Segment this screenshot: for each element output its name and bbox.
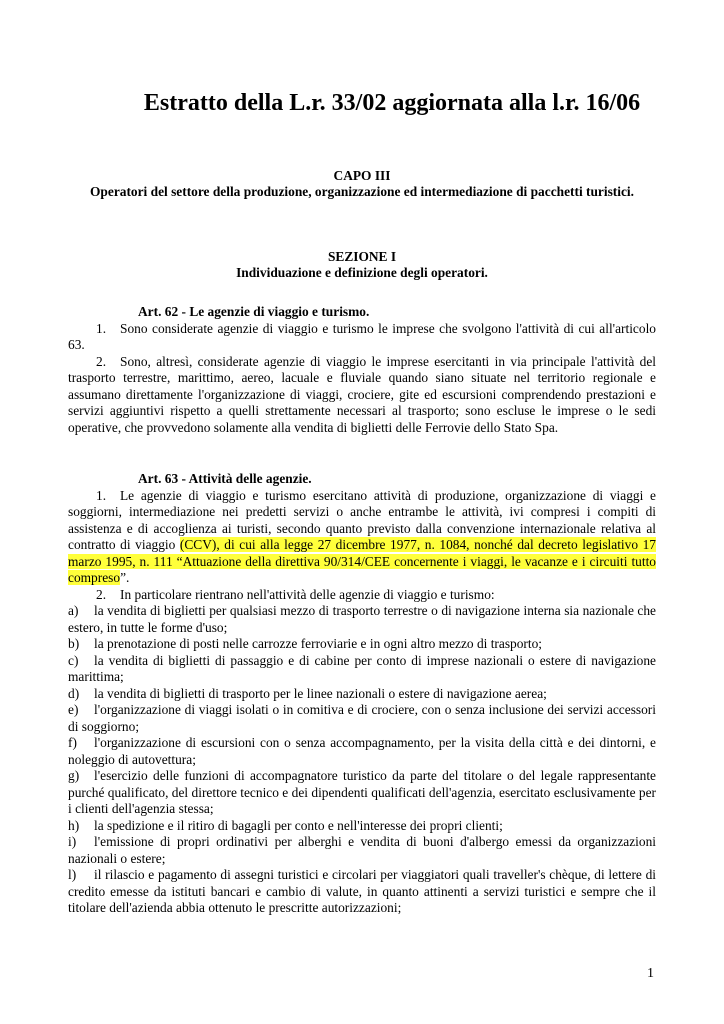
paragraph-number: 2. bbox=[96, 353, 107, 369]
article-63-paragraph-2 bbox=[68, 587, 656, 604]
article-62-paragraph-1 bbox=[68, 321, 656, 354]
article-63-paragraph-1 bbox=[68, 488, 656, 587]
list-item-text: l'organizzazione di viaggi isolati o in comitiva e di crociere, con o senza inclusione dei servizi accessori di soggiorno; bbox=[68, 702, 656, 734]
document-title: Estratto della L.r. 33/02 aggiornata alla l.r. 16/06 bbox=[143, 90, 641, 116]
list-item-letter: l) bbox=[68, 867, 77, 882]
list-item-text: la vendita di biglietti per qualsiasi mezzo di trasporto terrestre o di navigazione interna sia nazionale che estero, in tutte le forme d'uso; bbox=[68, 603, 656, 635]
list-item bbox=[68, 735, 656, 768]
list-item-letter: i) bbox=[68, 834, 77, 849]
list-item-text: l'emissione di propri ordinativi per alberghi e vendita di buoni d'albergo emessi da organizzazioni nazionali o estere; bbox=[68, 834, 656, 866]
paragraph-number: 2. bbox=[96, 586, 107, 602]
list-item bbox=[68, 768, 656, 818]
list-item bbox=[68, 686, 656, 703]
list-item-text: la prenotazione di posti nelle carrozze ferroviarie e in ogni altro mezzo di trasporto; bbox=[94, 636, 543, 651]
list-item bbox=[68, 636, 656, 653]
activity-list bbox=[68, 603, 656, 917]
list-item bbox=[68, 653, 656, 686]
list-item bbox=[68, 834, 656, 867]
list-item bbox=[68, 867, 656, 917]
page-number: 1 bbox=[647, 966, 654, 981]
list-item-text: l'organizzazione di escursioni con o senza accompagnamento, per la visita della città e dei dintorni, e noleggio di autovettura; bbox=[68, 735, 656, 767]
paragraph-text: Le agenzie di viaggio e turismo esercitano attività di produzione, organizzazione di viaggi e soggiorni, intermediazione nei predetti servizi o anche entrambe le attività, ivi compresi i compiti di assistenza e di accoglienza ai turisti, secondo quanto previsto dalla convenzione internazionale relativa al contratto di viaggio bbox=[68, 487, 656, 552]
article-63 bbox=[68, 471, 656, 917]
article-63-heading: Art. 63 - Attività delle agenzie. bbox=[138, 471, 312, 486]
list-item-letter: h) bbox=[68, 817, 80, 833]
list-item-text: l'esercizio delle funzioni di accompagnatore turistico da parte del titolare o del legale rappresentante purché qualificato, del direttore tecnico e dei dipendenti qualificati dell'agenzia, esercitato esclusivamente per i clienti dell'agenzia stessa; bbox=[68, 768, 656, 816]
list-item-text: la vendita di biglietti di passaggio e di cabine per conto di imprese nazionali o estere di navigazione marittima; bbox=[68, 652, 656, 684]
list-item-letter: c) bbox=[68, 652, 79, 668]
sezione-subtitle: Individuazione e definizione degli operatori. bbox=[236, 265, 488, 280]
list-item-letter: d) bbox=[68, 685, 80, 701]
list-item-letter: b) bbox=[68, 636, 80, 651]
paragraph-text-end: ”. bbox=[120, 570, 130, 585]
list-item-text: il rilascio e pagamento di assegni turistici e circolari per viaggiatori quali traveller's chèque, di lettere di credito emesse da istituti bancari e cambio di valute, in quanto attinenti a servizi turistici e sempre che il titolare dell'azienda abbia ottenuto le prescritte autorizzazioni; bbox=[68, 867, 656, 915]
paragraph-text: Sono considerate agenzie di viaggio e turismo le imprese che svolgono l'attività di cui all'articolo 63. bbox=[68, 320, 656, 352]
list-item-text: la vendita di biglietti di trasporto per le linee nazionali o estere di navigazione aerea; bbox=[94, 685, 547, 701]
list-item-text: la spedizione e il ritiro di bagagli per conto e nell'interesse dei propri clienti; bbox=[94, 817, 503, 833]
capo-subtitle: Operatori del settore della produzione, organizzazione ed intermediazione di pacchetti turistici. bbox=[90, 184, 634, 199]
list-item-letter: g) bbox=[68, 768, 80, 783]
paragraph-text: In particolare rientrano nell'attività delle agenzie di viaggio e turismo: bbox=[120, 586, 495, 602]
article-62 bbox=[68, 304, 656, 436]
paragraph-text: Sono, altresì, considerate agenzie di viaggio le imprese esercitanti in via principale l'attività del trasporto terrestre, marittimo, aereo, lacuale e fluviale quando siano situate nel territorio regionale e assumano direttamente l'organizzazione di viaggi, crociere, gite ed escursioni comprendendo prestazioni e servizi aggiuntivi rispetto a quelli strettamente necessari al trasporto; sono escluse le imprese o le sedi operative, che provvedono solamente alla vendita di biglietti delle Ferrovie dello Stato Spa. bbox=[68, 353, 656, 435]
capo-heading: CAPO III bbox=[333, 168, 391, 183]
list-item bbox=[68, 603, 656, 636]
article-62-paragraph-2 bbox=[68, 354, 656, 437]
list-item-letter: f) bbox=[68, 735, 77, 750]
list-item-letter: e) bbox=[68, 702, 79, 717]
paragraph-number: 1. bbox=[96, 487, 107, 503]
highlighted-text: (CCV), di cui alla legge 27 dicembre 1977, n. 1084, nonché dal decreto legislativo 17 marzo 1995, n. 111 “Attuazione della direttiva 90/314/CEE concernente i viaggi, le vacanze e i circuiti tutto compreso bbox=[68, 537, 656, 585]
list-item bbox=[68, 818, 656, 835]
paragraph-number: 1. bbox=[96, 320, 107, 336]
list-item bbox=[68, 702, 656, 735]
list-item-letter: a) bbox=[68, 603, 79, 618]
article-62-heading: Art. 62 - Le agenzie di viaggio e turismo. bbox=[138, 304, 370, 319]
sezione-heading: SEZIONE I bbox=[327, 249, 397, 264]
